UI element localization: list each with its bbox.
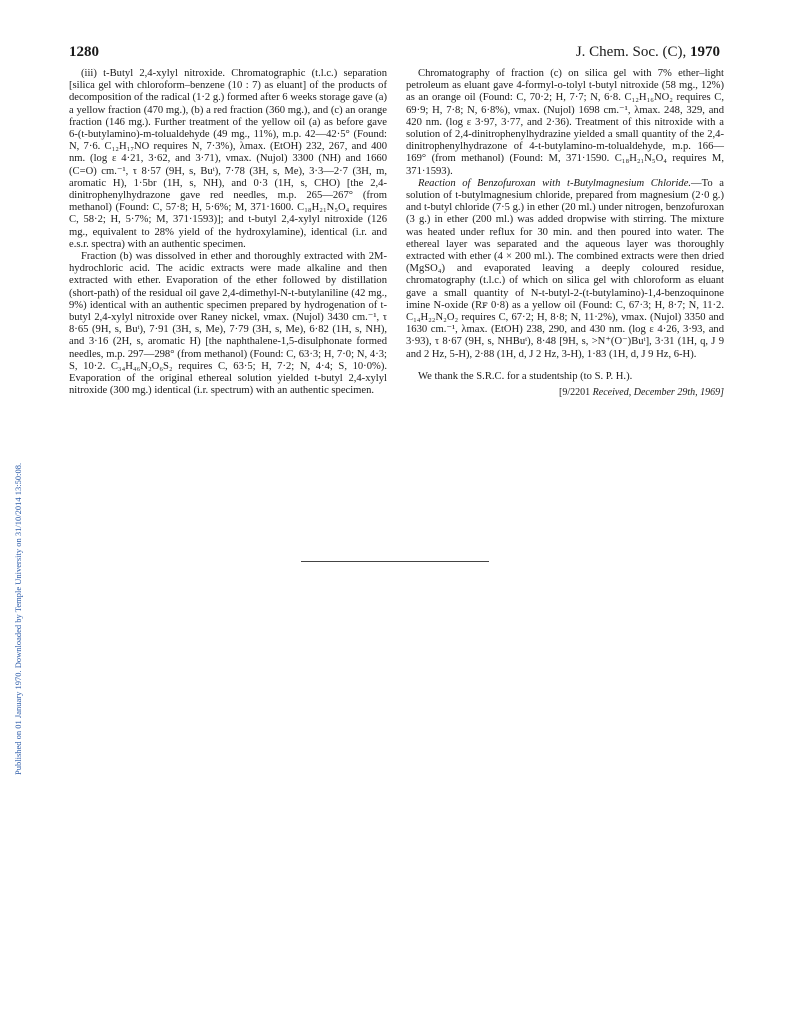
section-benzofuroxan [406, 178, 724, 361]
section-heading: Reaction of Benzofuroxan with t-Butylmagnesium Chloride. [418, 177, 692, 189]
acknowledgement: We thank the S.R.C. for a studentship (to S. P. H.). [418, 370, 633, 382]
journal-year: 1970 [690, 44, 720, 60]
right-column [406, 68, 724, 399]
download-stamp [3, 255, 23, 775]
end-rule [301, 561, 489, 562]
paragraph-xylyl-nitroxide: (iii) t-Butyl 2,4-xylyl nitroxide. Chromatographic (t.l.c.) separation [silica gel with chloroform–benzene (10 : 7) as eluant] of the products of decomposition of the radical (1·2 g.) formed after 6 weeks storage gave (a) a yellow fraction (470 mg.), (b) a red fraction (360 mg.), and (c) an orange fraction (146 mg.). Further treatment of the yellow oil (a) as before gave 6-(t-butylamino)-m-tolualdehyde (49 mg., 11%), m.p. 42—42·5° (Found: N, 7·6. C₁₂H₁₇NO requires N, 7·3%), λmax. (EtOH) 232, 267, and 400 nm. (log ε 4·21, 3·62, and 3·71), νmax. (Nujol) 3300 (NH) and 1660 (C=O) cm.⁻¹, τ 8·57 (9H, s, Buᵗ), 7·78 (3H, s, Me), 3·3—2·7 (3H, m, aromatic H), 1·5br (1H, s, NH), and 0·3 (1H, s, CHO) [the 2,4-dinitrophenylhydrazone gave red needles, m.p. 265—267° (from methanol) (Found: C, 57·8; H, 5·6%; M, 371·1600. C₁₈H₂₁N₅O₄ requires C, 58·2; H, 5·7%; M, 371·1593)]; and t-butyl 2,4-xylyl nitroxide (126 mg., equivalent to 28% yield of the hydroxylamine), identical (i.r. and e.s.r. spectra) with an authentic specimen. [69, 68, 387, 250]
paragraph-fraction-b: Fraction (b) was dissolved in ether and thoroughly extracted with 2M-hydrochloric acid. The acidic extracts were made alkaline and then extracted with ether. Evaporation of the ether followed by distillation (short-path) of the residual oil gave 2,4-dimethyl-N-t-butylaniline (42 mg., 9%) identical with an authentic specimen prepared by hydrogenation of t-butyl 2,4-xylyl nitroxide over Raney nickel, νmax. (Nujol) 3430 cm.⁻¹, τ 8·65 (9H, s, Buᵗ), 7·91 (3H, s, Me), 7·79 (3H, s, Me), 6·82 (1H, s, NH), and 3·16 (2H, s, aromatic H) [the naphthalene-1,5-disulphonate formed needles, m.p. 297—298° (from methanol) (Found: C, 63·3; H, 7·0; N, 4·3; S, 10·2. C₃₄H₄₆N₂O₆S₂ requires C, 63·5; H, 7·2; N, 4·4; S, 10·0%). Evaporation of the original ethereal solution yielded t-butyl 2,4-xylyl nitroxide (300 mg.) identical (i.r. spectrum) with an authentic specimen. [69, 251, 387, 397]
received-line [406, 387, 724, 399]
download-stamp-text: Published on 01 January 1970. Downloaded by Temple University on 31/10/2014 13:50:08. [13, 462, 23, 775]
section-body: —To a solution of t-butylmagnesium chloride, prepared from magnesium (2·0 g.) and t-butyl chloride (7·5 g.) in ether (20 ml.) under nitrogen, benzofuroxan (3 g.) in ether (200 ml.) was added dropwise with stirring. The mixture was heated under reflux for 30 min. and then poured into water. The ethereal layer was separated and the aqueous layer was thoroughly extracted with ether (4 × 200 ml.). The combined extracts were then dried (MgSO₄) and evaporated leaving a deeply coloured residue, chromatography (t.l.c.) of which on silica gel with chloroform as eluant gave a small quantity of N-t-butyl-2-(t-butylamino)-1,4-benzoquinone imine N-oxide (Rꜰ 0·8) as a yellow oil (Found: C, 67·3; H, 8·7; N, 11·2. C₁₄H₂₂N₂O₂ requires C, 67·2; H, 8·8; N, 11·2%), νmax. (Nujol) 3350 and 1630 cm.⁻¹, λmax. (EtOH) 238, 290, and 430 nm. (log ε 4·26, 3·93, and 3·93), τ 8·67 (9H, s, NHBuᵗ), 8·48 [9H, s, >N⁺(O⁻)Buᵗ], 3·31 (1H, q, J 9 and 2 Hz, 5-H), 2·88 (1H, d, J 2 Hz, 3-H), 1·83 (1H, d, J 9 Hz, 6-H). [406, 177, 724, 360]
left-column [69, 68, 387, 397]
paragraph-fraction-c: Chromatography of fraction (c) on silica gel with 7% ether–light petroleum as eluant gave 4-formyl-o-tolyl t-butyl nitroxide (58 mg., 12%) as an orange oil (Found: C, 70·2; H, 7·7; N, 6·8. C₁₂H₁₆NO₂ requires C, 69·9; H, 7·8; N, 6·8%), νmax. (Nujol) 1698 cm.⁻¹, λmax. 248, 329, and 420 nm. (log ε 3·97, 3·77, and 2·36). Treatment of this nitroxide with a solution of 2,4-dinitrophenylhydrazine yielded a small quantity of the 2,4-dinitrophenylhydrazone of 4-t-butylamino-m-tolualdehyde, m.p. 166—169° (from methanol) (Found: M, 371·1590. C₁₈H₂₁N₅O₄ requires M, 371·1593). [406, 68, 724, 177]
journal-name: J. Chem. Soc. (C), [575, 44, 687, 60]
received-code: [9/2201 [559, 387, 591, 399]
journal-header [576, 44, 720, 61]
page-number: 1280 [69, 44, 99, 60]
received-date: Received, December 29th, 1969] [592, 387, 724, 399]
